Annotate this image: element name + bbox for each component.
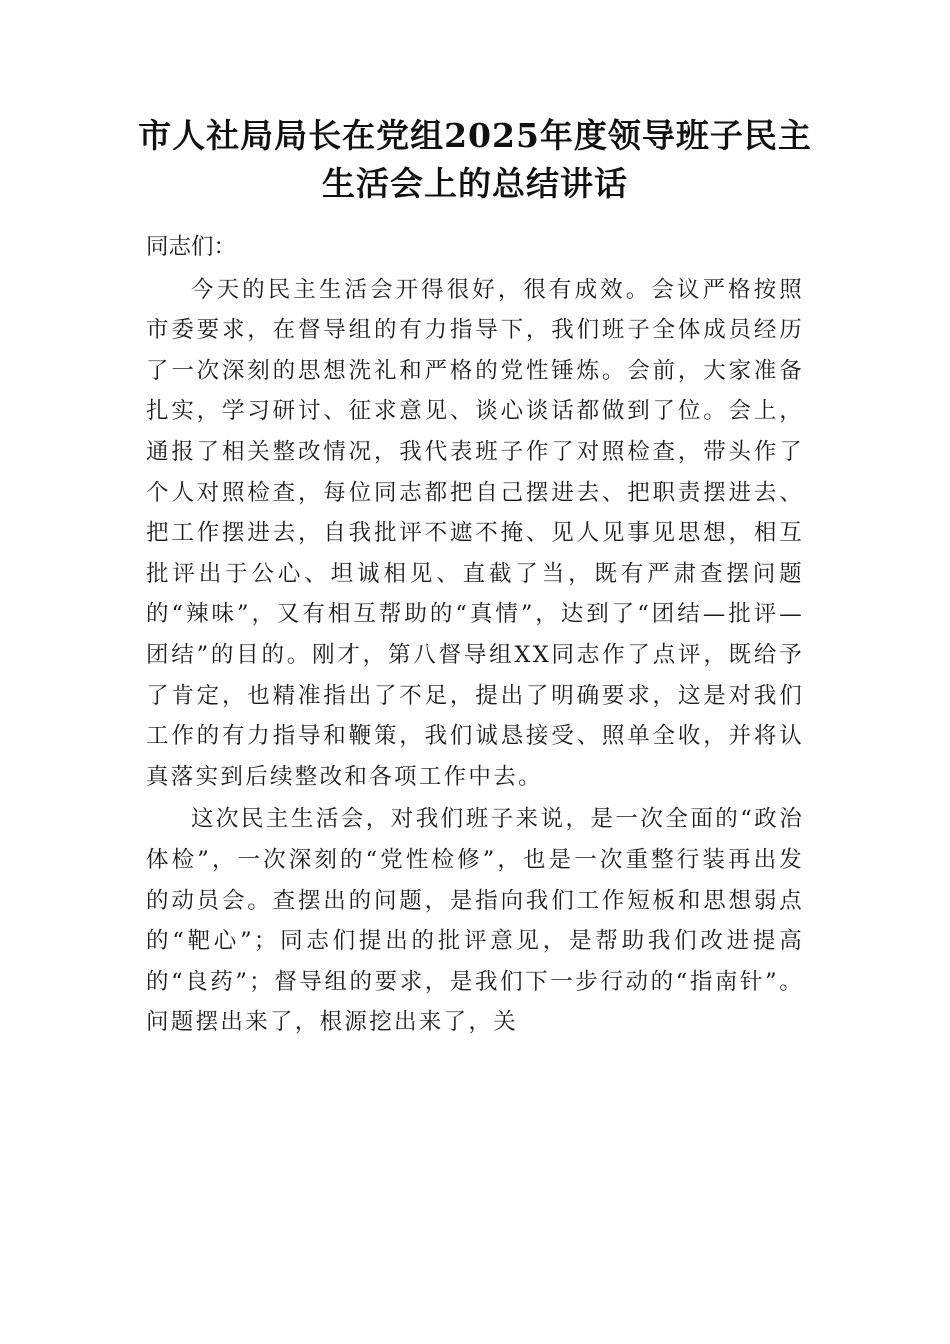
document-body — [146, 226, 804, 1043]
paragraph-2: 这次民主生活会，对我们班子来说，是一次全面的“政治体检”，一次深刻的“党性检修”，也是一次重整行装再出发的动员会。查摆出的问题，是指向我们工作短板和思想弱点的“靶心”；同志们提出的批评意见，是帮助我们改进提高的“良药”；督导组的要求，是我们下一步行动的“指南针”。问题摆出来了，根源挖出来了，关 — [146, 806, 804, 1036]
document-title: 市人社局局长在党组2025年度领导班子民主生活会上的总结讲话 — [138, 116, 812, 203]
paragraph-1: 今天的民主生活会开得很好，很有成效。会议严格按照市委要求，在督导组的有力指导下，我们班子全体成员经历了一次深刻的思想洗礼和严格的党性锤炼。会前，大家准备扎实，学习研讨、征求意见、谈心谈话都做到了位。会上，通报了相关整改情况，我代表班子作了对照检查，带头作了个人对照检查，每位同志都把自己摆进去、把职责摆进去、把工作摆进去，自我批评不遮不掩、见人见事见思想，相互批评出于公心、坦诚相见、直截了当，既有严肃查摆问题的“辣味”，又有相互帮助的“真情”，达到了“团结—批评—团结”的目的。刚才，第八督导组XX同志作了点评，既给予了肯定，也精准指出了不足，提出了明确要求，这是对我们工作的有力指导和鞭策，我们诚恳接受、照单全收，并将认真落实到后续整改和各项工作中去。 — [146, 276, 804, 790]
salutation: 同志们： — [146, 234, 237, 260]
